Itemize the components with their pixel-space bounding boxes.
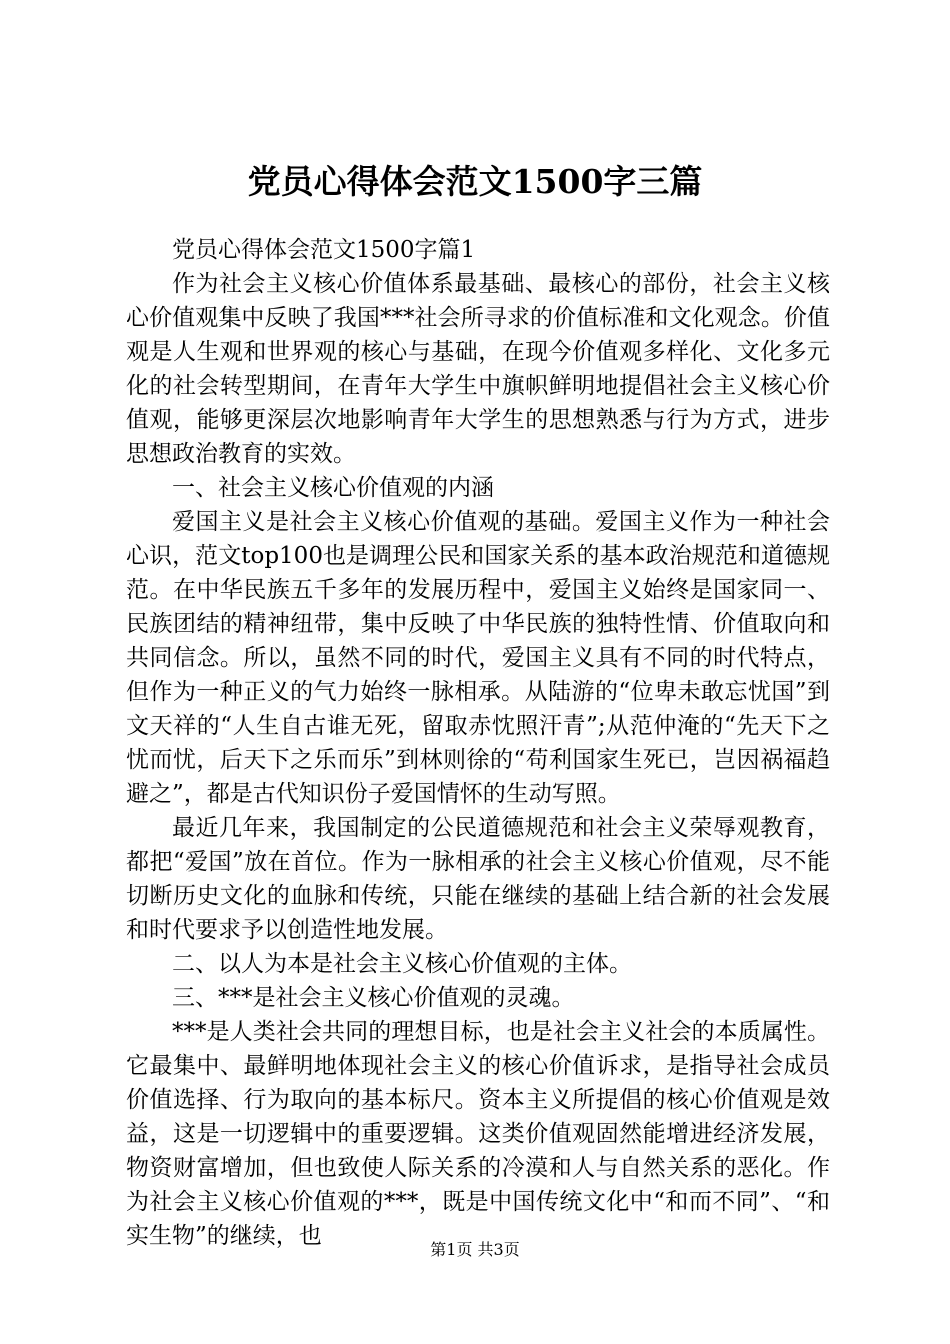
document-body: [126, 233, 830, 1253]
document-title: 党员心得体会范文1500字三篇: [247, 162, 703, 201]
section-heading: 党员心得体会范文1500字篇1: [172, 237, 476, 263]
body-paragraph: 作为社会主义核心价值体系最基础、最核心的部份，社会主义核心价值观集中反映了我国***社会所寻求的价值标准和文化观念。价值观是人生观和世界观的核心与基础，在现今价值观多样化、文化多元化的社会转型期间，在青年大学生中旗帜鲜明地提倡社会主义核心价值观，能够更深层次地影响青年大学生的思想熟悉与行为方式，进步思想政治教育的实效。: [126, 271, 830, 467]
body-paragraph: ***是人类社会共同的理想目标，也是社会主义社会的本质属性。它最集中、最鲜明地体现社会主义的核心价值诉求，是指导社会成员价值选择、行为取向的基本标尺。资本主义所提倡的核心价值观是效益，这是一切逻辑中的重要逻辑。这类价值观固然能增进经济发展，物资财富增加，但也致使人际关系的冷漠和人与自然关系的恶化。作为社会主义核心价值观的***，既是中国传统文化中“和而不同”、“和实生物”的继续，也: [126, 1019, 830, 1249]
body-paragraph: 最近几年来，我国制定的公民道德规范和社会主义荣辱观教育，都把“爱国”放在首位。作为一脉相承的社会主义核心价值观，尽不能切断历史文化的血脉和传统，只能在继续的基础上结合新的社会发展和时代要求予以创造性地发展。: [126, 815, 830, 943]
section-heading: 三、***是社会主义核心价值观的灵魂。: [172, 985, 575, 1011]
section-heading: 二、以人为本是社会主义核心价值观的主体。: [172, 951, 632, 977]
page-footer: 第1页 共3页: [430, 1240, 520, 1259]
body-paragraph: 爱国主义是社会主义核心价值观的基础。爱国主义作为一种社会心识，范文top100也是调理公民和国家关系的基本政治规范和道德规范。在中华民族五千多年的发展历程中，爱国主义始终是国家同一、民族团结的精神纽带，集中反映了中华民族的独特性情、价值取向和共同信念。所以，虽然不同的时代，爱国主义具有不同的时代特点，但作为一种正义的气力始终一脉相承。从陆游的“位卑未敢忘忧国”到文天祥的“人生自古谁无死，留取赤忱照汗青”;从范仲淹的“先天下之忧而忧，后天下之乐而乐”到林则徐的“苟利国家生死已，岂因祸福趋避之”，都是古代知识份子爱国情怀的生动写照。: [126, 509, 830, 807]
section-heading: 一、社会主义核心价值观的内涵: [172, 475, 494, 501]
